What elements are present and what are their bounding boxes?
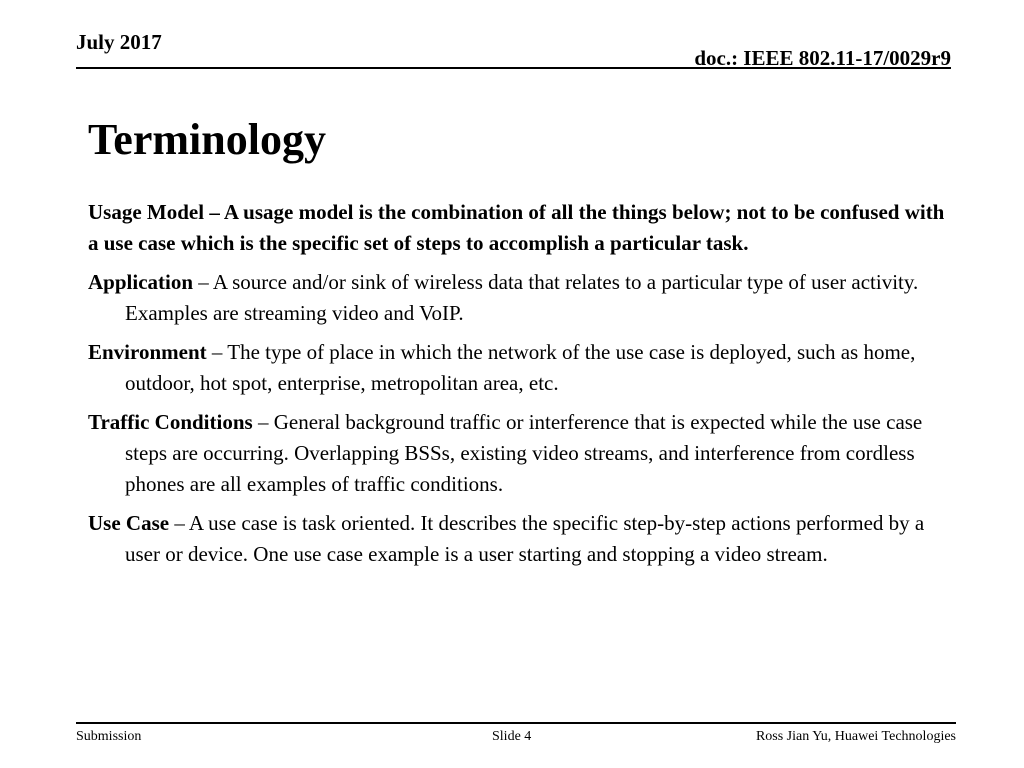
- usage-model-intro: Usage Model – A usage model is the combination of all the things below; not to be confused with a use case which is the specific set of steps to accomplish a particular task.: [88, 200, 945, 255]
- footer-submission: Submission: [76, 729, 142, 744]
- footer-author: Ross Jian Yu, Huawei Technologies: [755, 729, 956, 744]
- definition-text: – The type of place in which the network of the use case is deployed, such as home, outdoor, hot spot, enterprise, metropolitan area, etc.: [125, 340, 916, 395]
- slide-body: [88, 197, 960, 578]
- definition-term: Application: [88, 270, 194, 294]
- definition-application: [88, 267, 960, 329]
- definition-traffic-conditions: [88, 407, 960, 500]
- definition-text: – General background traffic or interference that is expected while the use case steps are occurring. Overlapping BSSs, existing video streams, and interference from cordless phones are all examples of traffic conditions.: [125, 410, 923, 496]
- header-date: July 2017: [76, 30, 162, 54]
- definition-text: – A use case is task oriented. It describes the specific step-by-step actions performed by a user or device. One use case example is a user starting and stopping a video stream.: [125, 511, 925, 566]
- header-divider: [76, 67, 951, 69]
- definition-environment: [88, 337, 960, 399]
- header-doc-id: doc.: IEEE 802.11-17/0029r9: [694, 46, 951, 70]
- footer-divider: [76, 722, 956, 724]
- definition-term: Use Case: [88, 511, 170, 535]
- footer-slide-number: Slide 4: [492, 729, 532, 744]
- slide-title: Terminology: [88, 115, 326, 164]
- definition-term: Environment: [88, 340, 207, 364]
- definition-text: – A source and/or sink of wireless data that relates to a particular type of user activity. Examples are streaming video and VoIP.: [125, 270, 919, 325]
- definition-use-case: [88, 508, 960, 570]
- definition-term: Traffic Conditions: [88, 410, 253, 434]
